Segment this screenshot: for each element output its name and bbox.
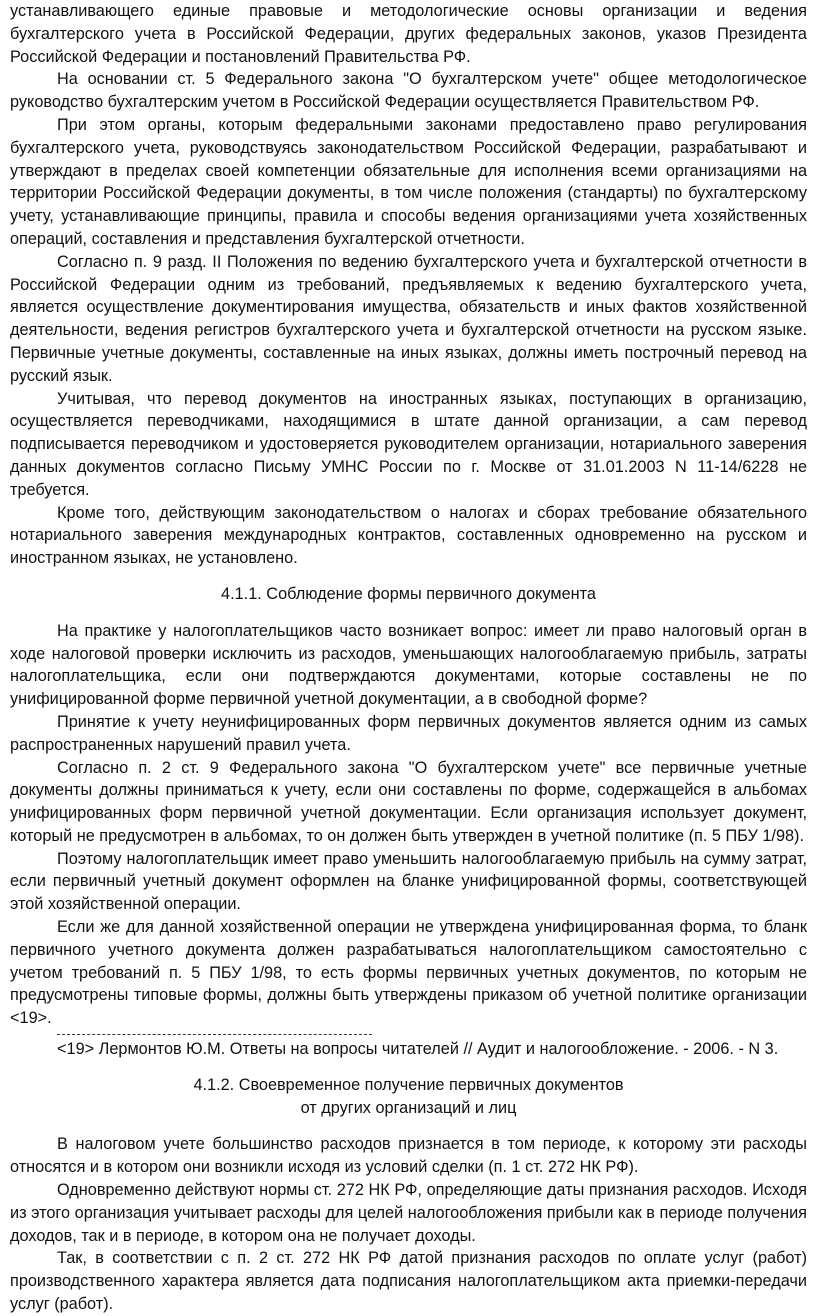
paragraph: Поэтому налогоплательщик имеет право уменьшить налогооблагаемую прибыль на сумму затрат, если первичный учетный документ оформлен на бланке унифицированной формы, соответствующей этой хозяйственной операции. bbox=[10, 849, 807, 914]
section-heading-line: 4.1.1. Соблюдение формы первичного документа bbox=[221, 584, 596, 603]
paragraph: В налоговом учете большинство расходов признается в том периоде, к которому эти расходы относятся и в котором они возникли исходя из условий сделки (п. 1 ст. 272 НК РФ). bbox=[10, 1135, 807, 1177]
paragraph: На основании ст. 5 Федерального закона "О бухгалтерском учете" общее методологическое руководство бухгалтерским учетом в Российской Федерации осуществляется Правительством РФ. bbox=[10, 70, 807, 112]
paragraph: Учитывая, что перевод документов на иностранных языках, поступающих в организацию, осуществляется переводчиками, находящимися в штате данной организации, а сам перевод подписывается переводчиком и удостоверяется руководителем организации, нотариального заверения данных документов согласно Письму УМНС России по г. Москве от 31.01.2003 N 11-14/6228 не требуется. bbox=[10, 389, 807, 499]
paragraph: На практике у налогоплательщиков часто возникает вопрос: имеет ли право налоговый орган в ходе налоговой проверки исключить из расходов, уменьшающих налогооблагаемую прибыль, затраты налогоплательщика, если они подтверждаются документами, которые составлены не по унифицированной форме первичной учетной документации, а в свободной форме? bbox=[10, 621, 807, 709]
paragraph: Если же для данной хозяйственной операции не утверждена унифицированная форма, то бланк первичного учетного документа должен разрабатываться налогоплательщиком самостоятельно с учетом требований п. 5 ПБУ 1/98, то есть формы первичных учетных документов, по которым не предусмотрены типовые формы, должны быть утверждены приказом об учетной политике организации <19>. bbox=[10, 918, 807, 1028]
paragraph: Так, в соответствии с п. 2 ст. 272 НК РФ датой признания расходов по оплате услуг (работ) производственного характера является дата подписания налогоплательщиком акта приемки-передачи услуг (работ). bbox=[10, 1249, 807, 1314]
paragraph: устанавливающего единые правовые и методологические основы организации и ведения бухгалтерского учета в Российской Федерации, других федеральных законов, указов Президента Российской Федерации и постановлений Правительства РФ. bbox=[10, 2, 807, 66]
section-heading bbox=[10, 1074, 807, 1120]
paragraph: Одновременно действуют нормы ст. 272 НК РФ, определяющие даты признания расходов. Исходя из этого организация учитывает расходы для целей налогообложения прибыли как в периоде получения доходов, так и в периоде, в котором она не получает доходы. bbox=[10, 1181, 807, 1245]
section-heading-line: 4.1.2. Своевременное получение первичных документов bbox=[193, 1075, 624, 1094]
footnote: <19> Лермонтов Ю.М. Ответы на вопросы читателей // Аудит и налогообложение. - 2006. - N 3. bbox=[57, 1040, 779, 1059]
section-heading bbox=[10, 583, 807, 606]
paragraph: При этом органы, которым федеральными законами предоставлено право регулирования бухгалтерского учета, руководствуясь законодательством Российской Федерации, разрабатывают и утверждают в пределах своей компетенции обязательные для исполнения всеми организациями на территории Российской Федерации документы, в том числе положения (стандарты) по бухгалтерскому учету, устанавливающие принципы, правила и способы ведения организациями учета хозяйственных операций, составления и представления бухгалтерской отчетности. bbox=[10, 115, 807, 248]
section-heading-line: от других организаций и лиц bbox=[300, 1098, 517, 1117]
paragraph: Согласно п. 9 разд. II Положения по ведению бухгалтерского учета и бухгалтерской отчетности в Российской Федерации одним из требований, предъявляемых к ведению бухгалтерского учета, является осуществление документирования имущества, обязательств и иных фактов хозяйственной деятельности, ведения регистров бухгалтерского учета и бухгалтерской отчетности на русском языке. Первичные учетные документы, составленные на иных языках, должны иметь построчный перевод на русский язык. bbox=[10, 252, 807, 385]
paragraph: Согласно п. 2 ст. 9 Федерального закона "О бухгалтерском учете" все первичные учетные документы должны приниматься к учету, если они составлены по форме, содержащейся в альбомах унифицированных форм первичной учетной документации. Если организация использует документ, который не предусмотрен в альбомах, то он должен быть утвержден в учетной политике (п. 5 ПБУ 1/98). bbox=[10, 758, 807, 845]
paragraph: Кроме того, действующим законодательством о налогах и сборах требование обязательного нотариального заверения международных контрактов, составленных одновременно на русском и иностранном языках, не установлено. bbox=[10, 503, 807, 568]
paragraph: Принятие к учету неунифицированных форм первичных документов является одним из самых распространенных нарушений правил учета. bbox=[10, 712, 807, 754]
footnote-divider bbox=[57, 1034, 372, 1035]
